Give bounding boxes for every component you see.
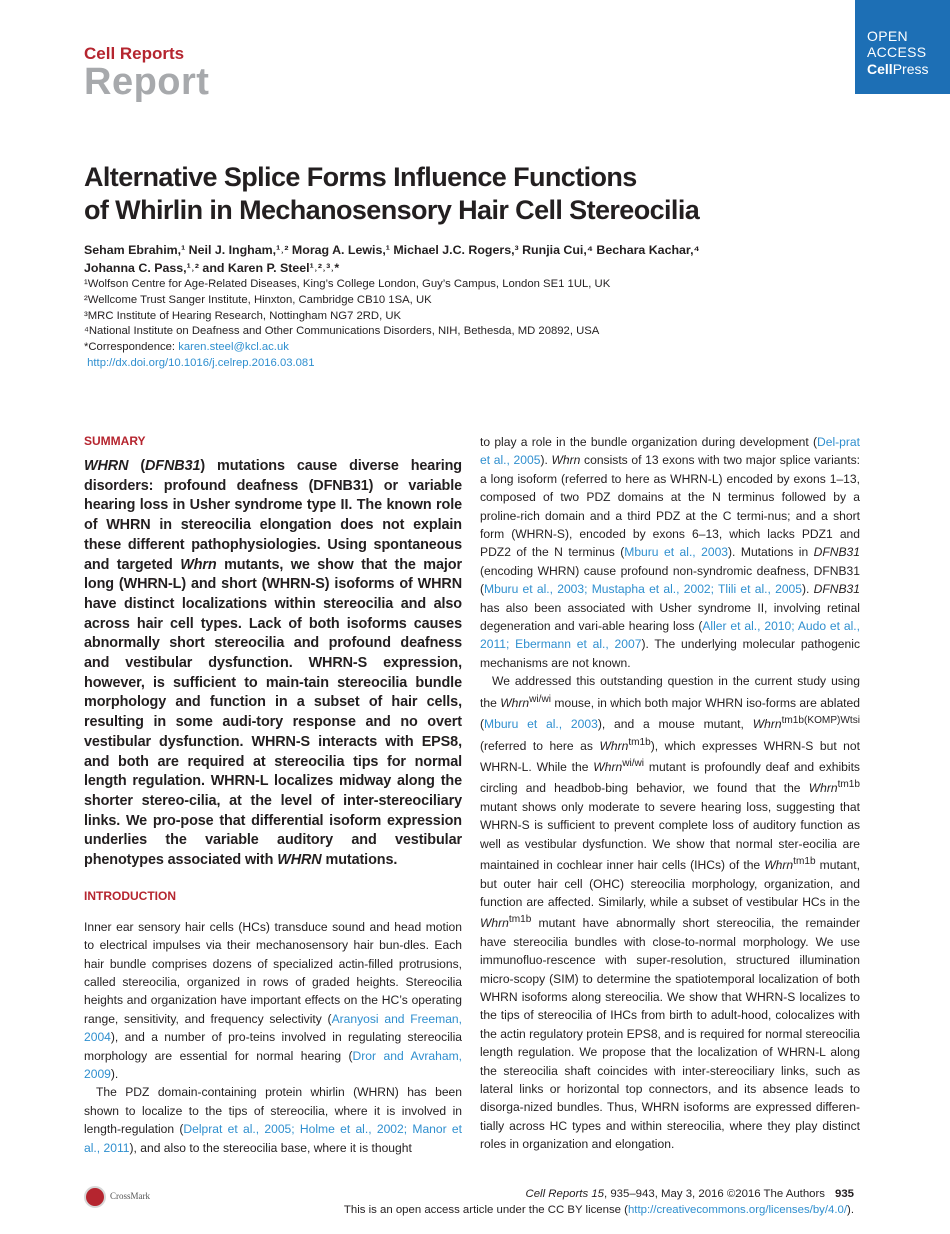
- citation-link[interactable]: Mburu et al., 2003: [484, 717, 598, 732]
- gene-name: Whrn: [764, 858, 794, 873]
- license-text: ).: [847, 1204, 854, 1216]
- footer-volume: 15: [588, 1188, 605, 1200]
- gene-name: Whrn: [593, 760, 623, 775]
- introduction-heading: INTRODUCTION: [84, 888, 176, 903]
- citation-link[interactable]: Aranyosi and Freeman, 2004: [84, 1011, 463, 1045]
- allele-superscript: wi/wi: [622, 758, 645, 769]
- correspondence-label: *Correspondence:: [84, 341, 179, 354]
- summary-span: WHRN: [84, 458, 129, 474]
- cellpress-logo: [867, 60, 950, 78]
- crossmark-badge[interactable]: [84, 1184, 150, 1208]
- affiliation-1: ¹Wolfson Centre for Age-Related Diseases, King’s College London, Guy’s Campus, London SE1 1UL, UK: [84, 278, 611, 290]
- summary-span: WHRN: [277, 852, 322, 869]
- body-text: ), and a mouse mutant,: [597, 717, 753, 732]
- allele-superscript: tm1b: [508, 914, 532, 926]
- allele-superscript: wi/wi: [529, 693, 551, 705]
- summary-span: mutants, we show that the major long (WHRN-L) and short (WHRN-S) isoforms of WHRN have distinct localizations within stereocilia and also across hair cell types. Lack of both isoforms causes abnormally short stereocilia and profound deafness and vestibular dysfunction. WHRN-S expression, however, is sufficient to main-tain stereocilia bundle morphology and function in a subset of hair cells, resulting in some audi-tory response and no overt vestibular dysfunction. WHRN-S interacts with EPS8, and both are required at stereocilia tips for normal length regulation. WHRN-L localizes midway along the shorter stereo-cilia, at the level of inter-stereociliary links. We pro-pose that differential isoform expression underlies the variable auditory and vestibular phenotypes associated with: [84, 556, 462, 869]
- gene-name: Whrn: [480, 916, 509, 931]
- crossmark-label: CrossMark: [110, 1191, 150, 1201]
- crossmark-icon: [84, 1186, 106, 1208]
- footer-license: [344, 1204, 854, 1216]
- left-column: [84, 433, 462, 1157]
- body-text: We addressed this outstanding question in the current study using the: [480, 674, 860, 710]
- body-paragraph-1: [480, 433, 860, 672]
- correspondence: [84, 340, 864, 356]
- body-text: ). The underlying molecular pathogenic mechanisms are not known.: [480, 637, 860, 670]
- body-text: to play a role in the bundle organization during development (: [480, 435, 817, 449]
- open-access-line2: ACCESS: [867, 44, 927, 60]
- affiliation-3: ³MRC Institute of Hearing Research, Nottingham NG7 2RD, UK: [84, 309, 402, 322]
- summary-heading: SUMMARY: [84, 434, 146, 448]
- affiliation-4: ⁴National Institute on Deafness and Other Communications Disorders, NIH, Bethesda, MD 20892, USA: [84, 325, 600, 338]
- body-text: has also been associated with Usher syndrome II, involving retinal degeneration and vari-able hearing loss (: [480, 600, 860, 634]
- body-text: (encoding WHRN) cause profound non-syndromic deafness, DFNB31 (: [480, 563, 860, 597]
- allele-superscript: tm1b(KOMP)Wtsi: [781, 715, 860, 727]
- allele-superscript: tm1b: [793, 856, 816, 868]
- allele-superscript: tm1b: [628, 736, 651, 748]
- title-line-2: of Whirlin in Mechanosensory Hair Cell Stereocilia: [84, 195, 700, 225]
- open-access-line1: OPEN: [867, 28, 908, 44]
- doi-link[interactable]: http://dx.doi.org/10.1016/j.celrep.2016.03.081: [87, 356, 315, 369]
- gene-name: Whrn: [551, 453, 581, 468]
- citation-link[interactable]: Aller et al., 2010; Audo et al., 2011; Ebermann et al., 2007: [480, 619, 860, 652]
- body-text: mouse, in which both major WHRN iso-forms are ablated (: [480, 695, 860, 732]
- footer-citation: [526, 1188, 855, 1200]
- body-text: ), which expresses WHRN-S but not WHRN-L. While the: [480, 738, 860, 775]
- intro-text: ), and a number of pro-teins involved in regulating stereocilia morphology are essential for normal hearing (: [84, 1030, 462, 1063]
- intro-paragraph-2: [84, 1083, 462, 1157]
- article-title: [84, 161, 804, 227]
- gene-name: Whrn: [599, 738, 629, 753]
- author-list: [84, 241, 864, 277]
- intro-paragraph-1: [84, 918, 462, 1084]
- author-line-1: Seham Ebrahim,¹ Neil J. Ingham,¹˒² Morag A. Lewis,¹ Michael J.C. Rogers,³ Runjia Cui,⁴ Bechara Kachar,⁴: [84, 243, 700, 257]
- affiliations: [84, 277, 864, 372]
- body-text: mutant have abnormally short stereocilia, the remainder have stereocilia bundles with close-to-normal morphology. We use immunofluo-rescence with super-resolution, structured illumination micro-scopy (SIM) to determine the spatiotemporal localization of both WHRN isoforms along stereocilia. We show that WHRN-S localizes to the tips of stereocilia of IHCs from birth to adult-hood, colocalizes with the actin regulatory protein EPS8, and is required for normal stereocilia length regulation. We propose that the localization of WHRN-L along the stereocilia shaft coincides with inter-stereociliary links, such as lateral links or horizontal top connectors, and its absence leads to disorga-nized bundles. Thus, WHRN isoforms are expressed differen-tially across HC types and within stereocilia, where they play distinct roles in organization and elongation.: [480, 916, 860, 1152]
- summary-span: ) mutations cause diverse hearing disorders: profound deafness (DFNB31) or variable hearing loss in Usher syndrome type II. The known role of WHRN in stereocilia elongation does not explain these different pathophysiologies. Using spontaneous and targeted: [84, 458, 462, 573]
- gene-name: DFNB31: [813, 582, 860, 597]
- page-number: 935: [834, 1188, 854, 1200]
- gene-name: Whrn: [500, 695, 530, 710]
- body-text: ).: [802, 582, 814, 597]
- body-text: consists of 13 exons with two major splice variants: a long isoform (referred to here as WHRN-L) encoded by exons 1–13, composed of two PDZ domains at the N terminus followed by a proline-rich domain and a third PDZ at the C termi-nus; and a short form (WHRN-S), encoded by exons 6–13, which lacks PDZ1 and PDZ2 of the N terminus (: [480, 453, 860, 560]
- body-text: mutant shows only moderate to severe hearing loss, suggesting that WHRN-S is sufficient to prevent complete loss of auditory function as well as vestibular dysfunction. We show that normal ster-eocilia are maintained in cochlear inner hair cells (IHCs) of the: [480, 799, 860, 873]
- citation-link[interactable]: Mburu et al., 2003; Mustapha et al., 2002; Tlili et al., 2005: [484, 582, 802, 597]
- summary-span: mutations.: [321, 852, 398, 869]
- citation-link[interactable]: Mburu et al., 2003: [624, 545, 729, 560]
- summary-span: DFNB31: [145, 458, 201, 474]
- cellpress-bold: Cell: [867, 61, 893, 77]
- footer-pages-date: , 935–943, May 3, 2016 ©2016 The Authors: [604, 1188, 825, 1200]
- citation-link[interactable]: Dror and Avraham, 2009: [84, 1048, 463, 1082]
- citation-link[interactable]: Delprat et al., 2005; Holme et al., 2002; Manor et al., 2011: [84, 1122, 462, 1155]
- body-text: mutant is profoundly deaf and exhibits circling and headbob-bing behavior, we found that the: [480, 760, 860, 796]
- body-text: ).: [540, 453, 552, 468]
- body-text: ). Mutations in: [728, 545, 814, 560]
- intro-text: Inner ear sensory hair cells (HCs) transduce sound and head motion to electrical impulses via their mechanosensory hair bun-dles. Each hair bundle comprises dozens of specialized actin-filled protrusions, called stereocilia, organized in rows of graded heights. Stereocilia heights and organization have important effects on the HC’s operating range, sensitivity, and frequency selectivity (: [84, 919, 462, 1026]
- affiliation-2: ²Wellcome Trust Sanger Institute, Hinxton, Cambridge CB10 1SA, UK: [84, 293, 432, 306]
- body-text: mutant, but outer hair cell (OHC) stereocilia morphology, organization, and function are affected. Similarly, while a subset of vestibular HCs in the: [480, 858, 860, 909]
- doi-row: [84, 356, 864, 372]
- author-line-2: Johanna C. Pass,¹˒² and Karen P. Steel¹˒²˒³˒*: [84, 261, 340, 275]
- open-access-badge[interactable]: [855, 0, 950, 94]
- citation-link[interactable]: Del-prat et al., 2005: [480, 435, 860, 468]
- body-text: (referred to here as: [480, 738, 600, 753]
- footer-journal: Cell Reports: [525, 1188, 589, 1200]
- journal-name: Cell Reports: [84, 44, 185, 63]
- gene-name: Whrn: [752, 717, 782, 732]
- title-line-1: Alternative Splice Forms Influence Functions: [84, 162, 637, 192]
- intro-text: ).: [110, 1067, 119, 1082]
- gene-name: DFNB31: [813, 545, 861, 560]
- gene-name: Whrn: [808, 781, 838, 796]
- allele-superscript: tm1b: [837, 779, 860, 791]
- article-type: Report: [84, 61, 210, 103]
- intro-text: ), and also to the stereocilia base, where it is thought: [129, 1140, 412, 1155]
- license-link[interactable]: http://creativecommons.org/licenses/by/4.0/: [627, 1204, 848, 1216]
- summary-span: (: [128, 458, 146, 474]
- body-paragraph-2: [480, 672, 860, 1153]
- license-text: This is an open access article under the CC BY license (: [343, 1204, 628, 1216]
- summary-text: [84, 457, 462, 871]
- right-column: [480, 433, 860, 1154]
- correspondence-email-link[interactable]: karen.steel@kcl.ac.uk: [178, 341, 289, 354]
- cellpress-light: Press: [892, 61, 929, 77]
- intro-text: The PDZ domain-containing protein whirlin (WHRN) has been shown to localize to the tips of stereocilia, where it is involved in length-regulation (: [84, 1085, 462, 1137]
- summary-span: Whrn: [180, 556, 217, 573]
